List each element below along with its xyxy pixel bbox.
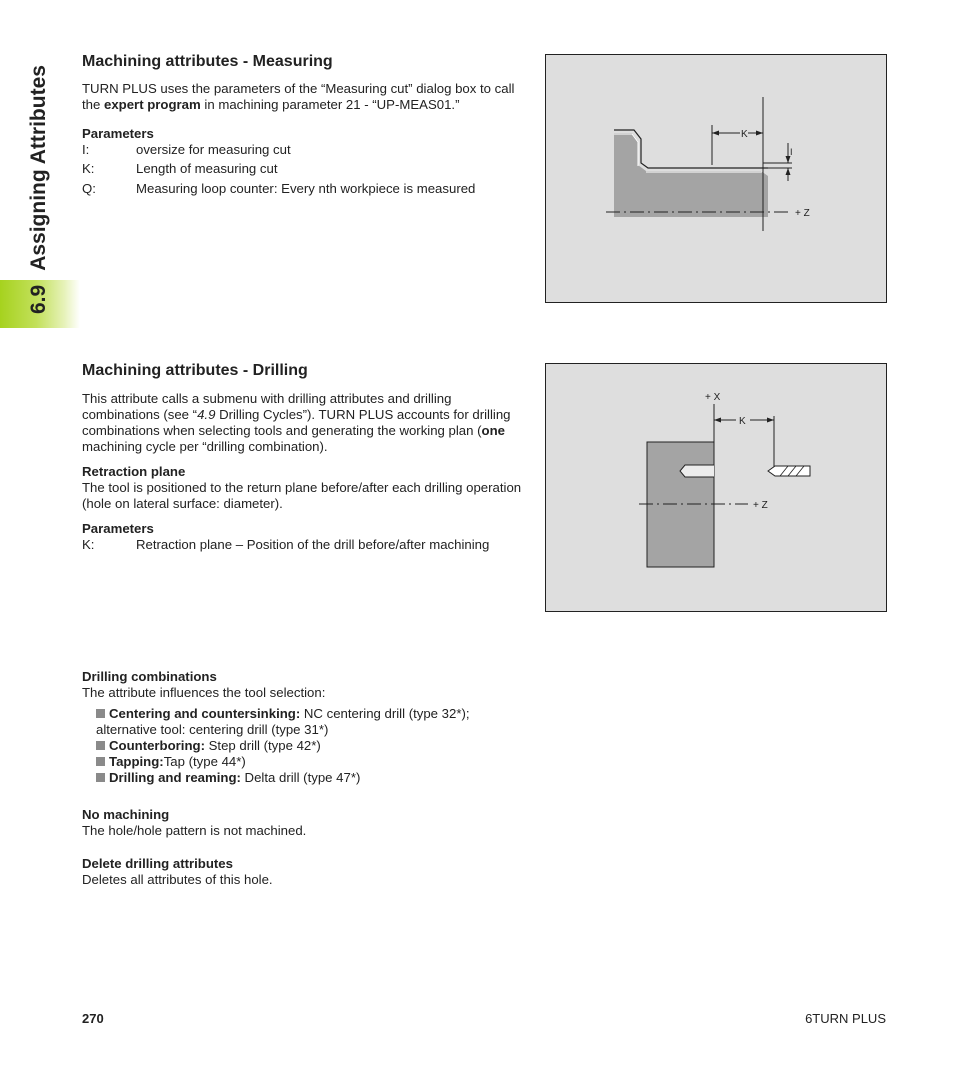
drilling-body bbox=[82, 391, 522, 557]
param-row bbox=[82, 161, 522, 181]
list-item bbox=[96, 706, 522, 722]
arrow-icon bbox=[712, 131, 719, 136]
drilling-params-heading: Parameters bbox=[82, 521, 154, 536]
drilling-intro-text-3: machining cycle per “drilling combination). bbox=[82, 439, 328, 454]
delete-attributes-heading: Delete drilling attributes bbox=[82, 856, 233, 871]
list-item-text: Step drill (type 42*) bbox=[204, 738, 321, 753]
no-machining-heading: No machining bbox=[82, 807, 170, 822]
param-row bbox=[82, 537, 522, 557]
list-item-text: Delta drill (type 47*) bbox=[240, 770, 361, 785]
measuring-intro-text-2: in machining parameter 21 - “UP-MEAS01.” bbox=[200, 97, 460, 112]
chapter-label: 6TURN PLUS bbox=[805, 1011, 886, 1026]
label-x: + X bbox=[705, 392, 721, 403]
combinations-list bbox=[82, 706, 522, 786]
param-value: Retraction plane – Position of the drill before/after machining bbox=[136, 537, 490, 552]
bullet-square-icon bbox=[96, 709, 105, 718]
label-i: I bbox=[790, 147, 793, 157]
delete-attributes-text: Deletes all attributes of this hole. bbox=[82, 872, 273, 887]
param-value: Measuring loop counter: Every nth workpiece is measured bbox=[136, 181, 476, 196]
section-side-tab bbox=[0, 0, 80, 328]
drilling-figure bbox=[545, 363, 887, 612]
list-item bbox=[96, 770, 522, 786]
combinations-body bbox=[82, 669, 522, 786]
combinations-intro: The attribute influences the tool selection: bbox=[82, 685, 326, 700]
label-k: K bbox=[741, 129, 748, 140]
param-key: Q: bbox=[82, 181, 96, 196]
list-item-text: NC centering drill (type 32*); bbox=[300, 706, 470, 721]
section-tab-label bbox=[27, 65, 51, 314]
list-item-continuation: alternative tool: centering drill (type 31*) bbox=[96, 722, 329, 737]
measuring-heading: Machining attributes - Measuring bbox=[82, 53, 333, 70]
measuring-body bbox=[82, 81, 522, 201]
measuring-intro-text: TURN PLUS uses the parameters of the “Measuring cut” dialog box to call the bbox=[82, 81, 515, 112]
delete-attributes-block bbox=[82, 856, 522, 888]
param-key: K: bbox=[82, 537, 95, 552]
drilling-intro-text: This attribute calls a submenu with drilling attributes and drilling combinations (see “ bbox=[82, 391, 452, 422]
arrow-icon bbox=[756, 131, 763, 136]
label-z: + Z bbox=[795, 208, 810, 219]
arrow-icon bbox=[714, 418, 721, 423]
no-machining-block bbox=[82, 807, 522, 839]
arrow-icon bbox=[767, 418, 774, 423]
param-row bbox=[82, 181, 522, 201]
measuring-diagram bbox=[546, 55, 888, 304]
page-number: 270 bbox=[82, 1011, 104, 1026]
section-number: 6.9 bbox=[27, 284, 50, 314]
drill-hole bbox=[680, 465, 714, 477]
drilling-heading: Machining attributes - Drilling bbox=[82, 362, 308, 379]
arrow-icon bbox=[786, 156, 791, 163]
no-machining-text: The hole/hole pattern is not machined. bbox=[82, 823, 307, 838]
param-value: Length of measuring cut bbox=[136, 161, 278, 176]
measuring-params-heading: Parameters bbox=[82, 126, 154, 141]
label-z: + Z bbox=[753, 500, 768, 511]
list-item-text: Tap (type 44*) bbox=[163, 754, 246, 769]
drilling-intro-bold: one bbox=[481, 423, 505, 438]
retraction-text: The tool is positioned to the return plane before/after each drilling operation (hole on lateral surface: diameter). bbox=[82, 480, 522, 511]
measuring-intro-bold: expert program bbox=[104, 97, 201, 112]
measuring-intro bbox=[82, 81, 522, 113]
drilling-intro-italic: 4.9 bbox=[197, 407, 216, 422]
list-item bbox=[96, 754, 522, 770]
drilling-diagram bbox=[546, 364, 888, 613]
list-item-bold: Drilling and reaming: bbox=[109, 770, 241, 785]
param-key: I: bbox=[82, 142, 90, 157]
list-item-bold: Tapping: bbox=[109, 754, 164, 769]
retraction-heading: Retraction plane bbox=[82, 464, 186, 479]
param-key: K: bbox=[82, 161, 95, 176]
param-row bbox=[82, 142, 522, 161]
list-item-bold: Centering and countersinking: bbox=[109, 706, 301, 721]
list-item-bold: Counterboring: bbox=[109, 738, 205, 753]
combinations-heading: Drilling combinations bbox=[82, 669, 217, 684]
section-title: Assigning Attributes bbox=[27, 65, 50, 271]
bullet-square-icon bbox=[96, 773, 105, 782]
param-value: oversize for measuring cut bbox=[136, 142, 291, 157]
list-item bbox=[96, 738, 522, 754]
measuring-figure bbox=[545, 54, 887, 303]
bullet-square-icon bbox=[96, 741, 105, 750]
arrow-icon bbox=[786, 168, 791, 175]
workpiece-shape bbox=[614, 133, 768, 217]
drilling-intro bbox=[82, 391, 522, 455]
label-k: K bbox=[739, 416, 746, 427]
drilling-intro-text-2: Drilling Cycles”). TURN PLUS accounts for drilling combinations when selecting tools and generating the working plan ( bbox=[82, 407, 511, 438]
bullet-square-icon bbox=[96, 757, 105, 766]
